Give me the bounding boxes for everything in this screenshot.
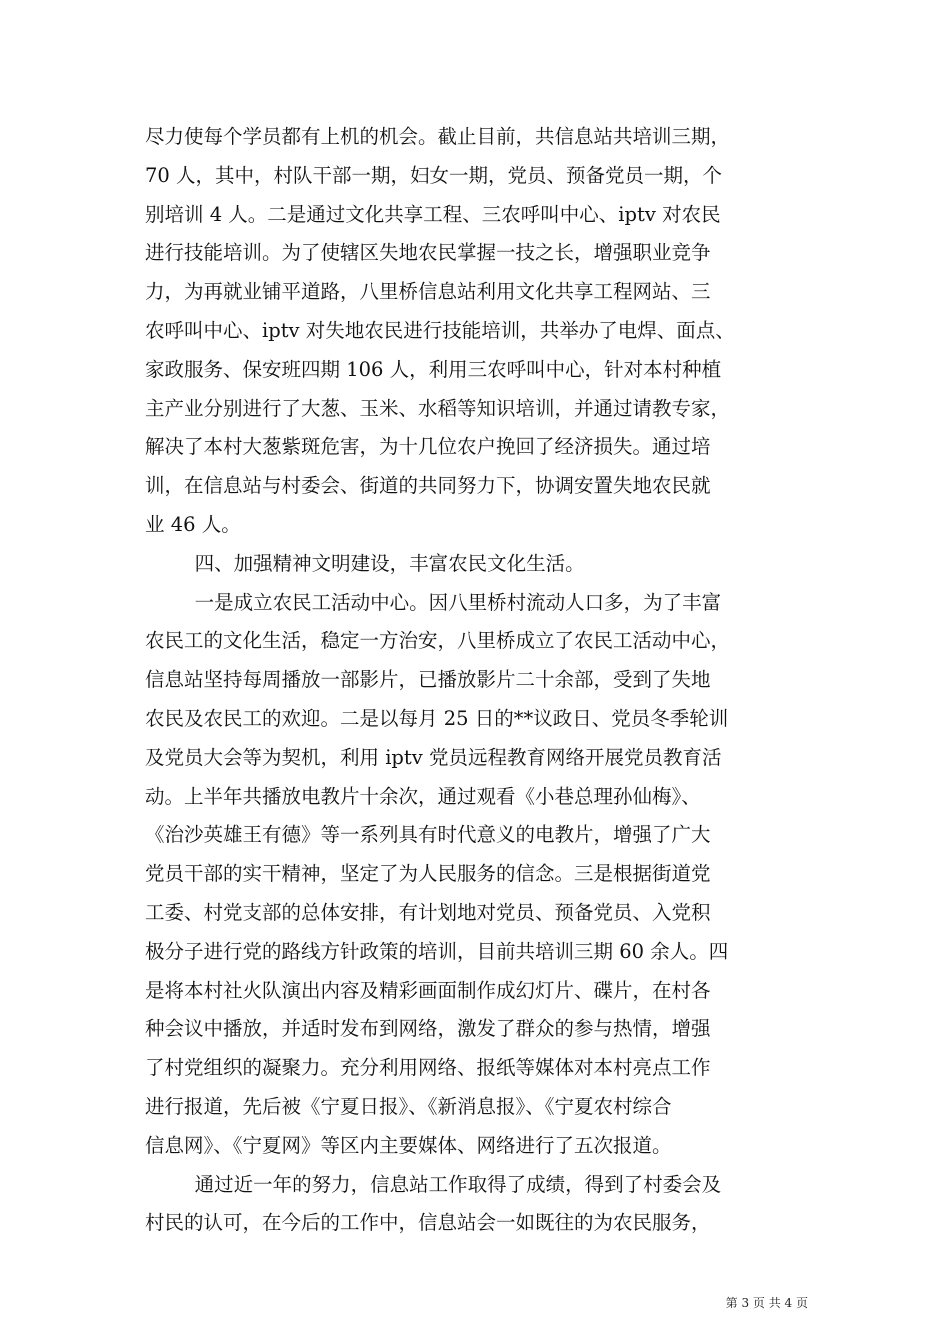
text-line: 工委、村党支部的总体安排，有计划地对党员、预备党员、入党积 [145, 900, 711, 924]
text-line: 尽力使每个学员都有上机的机会。截止目前，共信息站共培训三期， [145, 125, 731, 148]
text-line: 别培训 4 人。二是通过文化共享工程、三农呼叫中心、iptv 对农民 [145, 202, 721, 226]
text-line: 主产业分别进行了大葱、玉米、水稻等知识培训，并通过请教专家， [145, 396, 731, 420]
text-line: 农呼叫中心、iptv 对失地农民进行技能培训，共举办了电焊、面点、 [145, 318, 735, 342]
page-number-footer: 第 3 页 共 4 页 [725, 1296, 808, 1310]
text-line: 动。上半年共播放电教片十余次，通过观看《小巷总理孙仙梅》、 [145, 784, 701, 808]
text-line: 党员干部的实干精神，坚定了为人民服务的信念。三是根据街道党 [145, 862, 711, 886]
text-line: 农民及农民工的欢迎。二是以每月 25 日的**议政日、党员冬季轮训 [145, 706, 729, 730]
text-line: 进行报道，先后被《宁夏日报》、《新消息报》、《宁夏农村综合 [145, 1094, 672, 1118]
text-line: 业 46 人。 [145, 512, 241, 536]
text-line: 训，在信息站与村委会、街道的共同努力下，协调安置失地农民就 [145, 474, 711, 498]
text-line: 农民工的文化生活，稳定一方治安，八里桥成立了农民工活动中心， [145, 629, 731, 653]
text-line: 一是成立农民工活动中心。因八里桥村流动人口多，为了丰富 [145, 590, 722, 614]
text-line: 是将本村社火队演出内容及精彩画面制作成幻灯片、碟片，在村各 [145, 978, 711, 1002]
text-line: 70 人，其中，村队干部一期，妇女一期，党员、预备党员一期，个 [145, 163, 723, 187]
text-line: 家政服务、保安班四期 106 人，利用三农呼叫中心，针对本村种植 [145, 357, 722, 381]
text-line: 力，为再就业铺平道路，八里桥信息站利用文化共享工程网站、三 [145, 280, 711, 304]
text-line: 极分子进行党的路线方针政策的培训，目前共培训三期 60 余人。四 [145, 939, 729, 963]
text-line: 进行技能培训。为了使辖区失地农民掌握一技之长，增强职业竞争 [145, 241, 711, 265]
text-line: 通过近一年的努力，信息站工作取得了成绩，得到了村委会及 [145, 1172, 722, 1196]
text-line: 种会议中播放，并适时发布到网络，激发了群众的参与热情，增强 [145, 1017, 711, 1041]
text-line: 村民的认可，在今后的工作中，信息站会一如既往的为农民服务， [145, 1211, 711, 1235]
text-line: 信息网》、《宁夏网》等区内主要媒体、网络进行了五次报道。 [145, 1133, 672, 1157]
text-line: 《治沙英雄王有德》等一系列具有时代意义的电教片，增强了广大 [145, 823, 711, 847]
text-line: 及党员大会等为契机，利用 iptv 党员远程教育网络开展党员教育活 [145, 745, 722, 769]
section-heading: 四、加强精神文明建设，丰富农民文化生活。 [145, 551, 585, 575]
text-line: 解决了本村大葱紫斑危害，为十几位农户挽回了经济损失。通过培 [145, 435, 711, 459]
text-line: 了村党组织的凝聚力。充分利用网络、报纸等媒体对本村亮点工作 [145, 1056, 711, 1080]
document-body [145, 118, 809, 1243]
text-line: 信息站坚持每周播放一部影片，已播放影片二十余部，受到了失地 [145, 668, 711, 692]
